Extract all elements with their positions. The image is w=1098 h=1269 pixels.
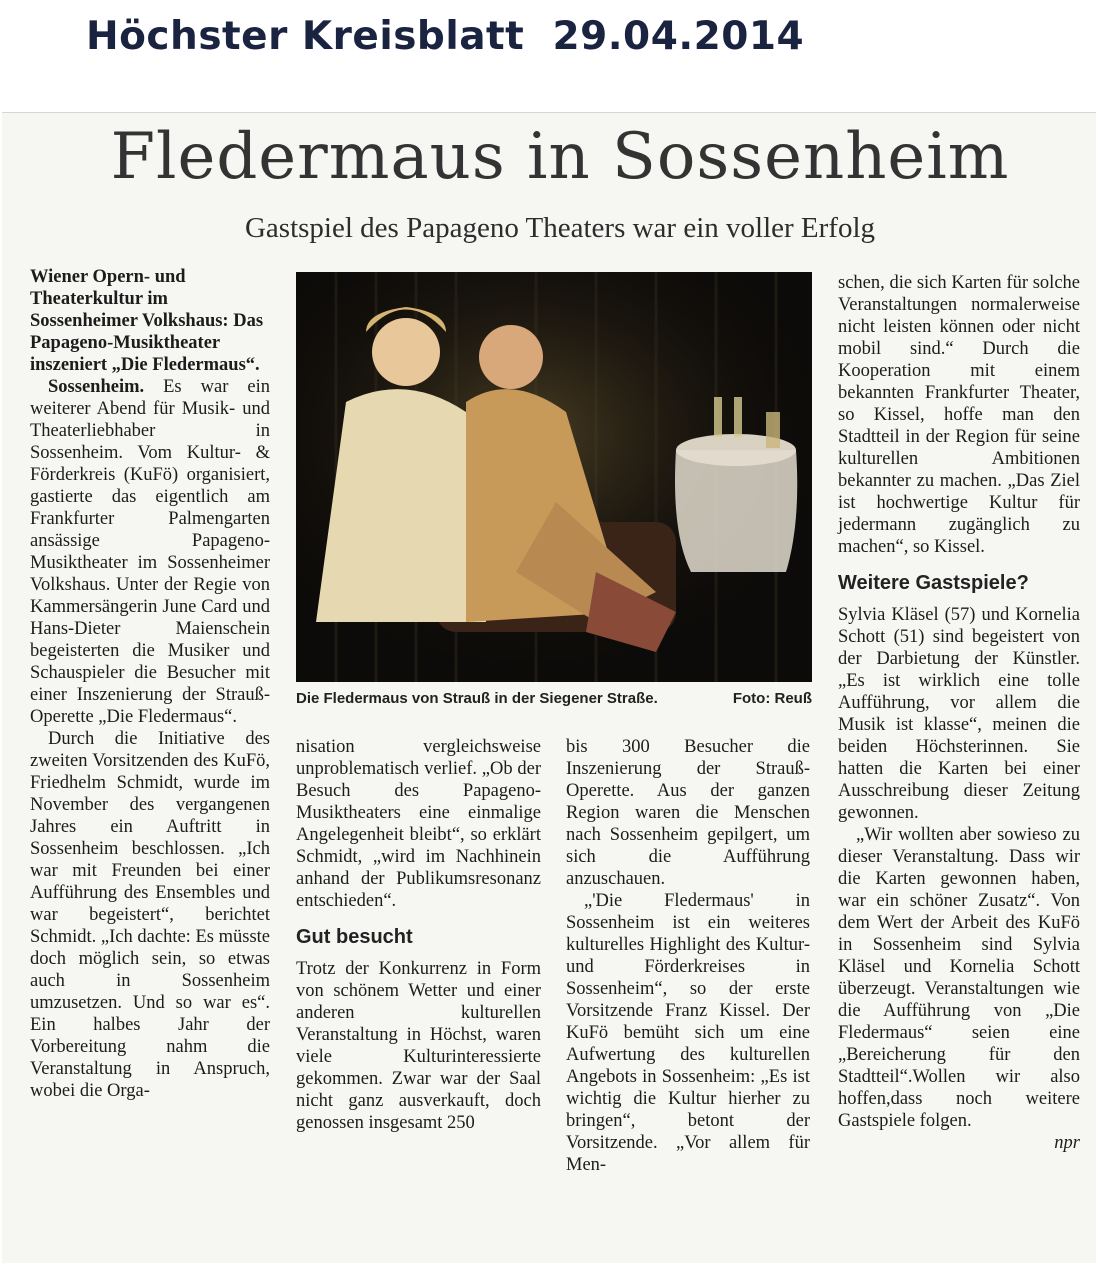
body-paragraph: Sylvia Kläsel (57) und Kornelia Schott (51) sind begeistert von der Darbietung der Künstler. „Es ist wirklich eine tolle Aufführung, vor allem die Musik ist klasse“, meinen die beiden Höchsterinnen. Sie hatten die Karten bei einer Ausschreibung dieser Zeitung gewonnen. <box>838 605 1080 823</box>
dateline: Sossenheim. <box>48 377 145 397</box>
photo-credit: Foto: Reuß <box>732 690 812 707</box>
body-paragraph: „Wir wollten aber sowieso zu dieser Veranstaltung. Dass wir die Karten gewonnen haben, war ein schöner Zusatz“. Von dem Wert der Arbeit des KuFö in Sossenheim sind Sylvia Kläsel und Kornelia Schott überzeugt. Veranstaltungen wie die Aufführung von „Die Fledermaus“ seien eine „Bereicherung für den Stadtteil“.Wollen wir also hoffen,dass noch weitere Gastspiele folgen. <box>838 825 1080 1131</box>
section-subtitle: Weitere Gastspiele? <box>838 572 1029 594</box>
photo-caption <box>296 690 812 707</box>
body-paragraph: nisation vergleichsweise unproblematisch verlief. „Ob der Besuch des Papageno-Musiktheaters eine einmalige Angelegenheit bleibt“, so erklärt Schmidt, „wird im Nachhinein anhand der Publikumsresonanz entschieden“. <box>296 737 541 911</box>
headline: Fledermaus in Sossenheim <box>110 120 1010 194</box>
body-paragraph: Sossenheim. Es war ein weiterer Abend für Musik- und Theaterliebhaber in Sossenheim. Vom Kultur- & Förderkreis (KuFö) organisiert, gastierte das eigentlich am Frankfurter Palmengarten ansässige Papageno-Musiktheater im Sossenheimer Volkshaus. Unter der Regie von Kammersängerin June Card und Hans-Dieter Maienschein begeisterten die Musiker und Schauspieler die Besucher mit einer Inszenierung der Strauß-Operette „Die Fledermaus“. <box>30 377 270 727</box>
body-paragraph: Durch die Initiative des zweiten Vorsitzenden des KuFö, Friedhelm Schmidt, wurde im November des vergangenen Jahres ein Auftritt in Sossenheim beschlossen. „Ich war mit Freunden bei einer Aufführung des Ensembles und war begeistert“, berichtet Schmidt. „Ich dachte: Es müsste doch möglich sein, so etwas auch in Sossenheim umzusetzen. Und so war es“. Ein halbes Jahr der Vorbereitung nahm die Veranstaltung in Anspruch, wobei die Orga- <box>30 729 270 1101</box>
author-signature: npr <box>1054 1133 1080 1153</box>
body-paragraph: schen, die sich Karten für solche Veranstaltungen normalerweise nicht leisten können oder nicht mobil sind.“ Durch die Kooperation mit einem bekannten Frankfurter Theater, so Kissel, hoffe man den Stadtteil in der Region für seine kulturellen Ambitionen bekannter zu machen. „Das Ziel ist hochwertige Kultur für jedermann zugänglich zu machen“, so Kissel. <box>838 273 1080 557</box>
column-2 <box>296 736 541 1134</box>
column-4 <box>838 272 1080 1154</box>
source-header: Höchster Kreisblatt 29.04.2014 <box>86 14 805 59</box>
body-paragraph: „'Die Fledermaus' in Sossenheim ist ein weiteres kulturelles Highlight des Kultur- und Förderkreises in Sossenheim“, so der erste Vorsitzende Franz Kissel. Der KuFö bemüht sich um eine Aufwertung des kulturellen Angebots in Sossenheim: „Es ist wichtig die Kultur hierher zu bringen“, betont der Vorsitzende. „Vor allem für Men- <box>566 891 810 1175</box>
body-paragraph: bis 300 Besucher die Inszenierung der Strauß-Operette. Aus der ganzen Region waren die Menschen nach Sossenheim gepilgert, um sich die Aufführung anzuschauen. <box>566 737 810 889</box>
column-3 <box>566 736 810 1176</box>
stage-scene-illustration <box>296 272 812 682</box>
body-paragraph: Trotz der Konkurrenz in Form von schönem Wetter und einer anderen kulturellen Veranstaltung in Höchst, waren viele Kulturinteressierte gekommen. Zwar war der Saal nicht ganz ausverkauft, doch genossen insgesamt 250 <box>296 959 541 1133</box>
section-subtitle: Gut besucht <box>296 926 413 948</box>
article-photo <box>296 272 812 682</box>
intro-paragraph: Wiener Opern- und Theaterkultur im Sossenheimer Volkshaus: Das Papageno-Musiktheater inszeniert „Die Fledermaus“. <box>30 267 264 375</box>
column-1 <box>30 266 270 1102</box>
subheadline: Gastspiel des Papageno Theaters war ein voller Erfolg <box>244 212 875 244</box>
caption-text: Die Fledermaus von Strauß in der Siegener Straße. <box>296 690 658 707</box>
